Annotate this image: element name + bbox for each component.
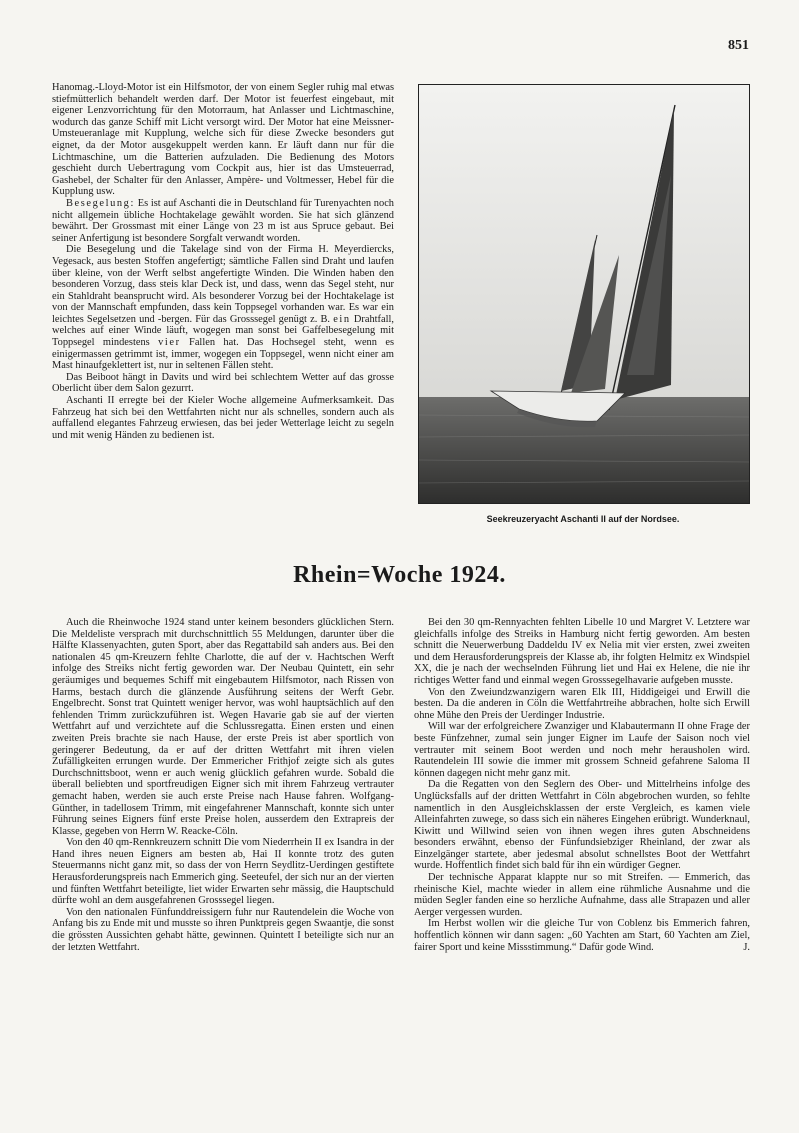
paragraph: Da die Regatten von den Seglern des Ober- und Mittelrheins infolge des Unglücksfalls auf der dritten Wettfahrt in Cöln abgebrochen wurden, so fehlte namentlich in den Ausgleichsklassen der erste Vergleich, es kamen viele Alleinfahrten zuwege, so dass sich ein näheres Eingehen erübrigt. Wunderknaul, Kiwitt und Willwind seien von ihnen wegen ihres guten Abschneidens besonders erwähnt, ebenso der Fünfundsiebziger Rheinland, der zwar als Einzelgänger startete, aber jedesmal absolut schnellstes Boot der Wettfahrt wurde. Hoffentlich findet sich bald für ihn ein würdiger Gegner.	[414, 779, 750, 872]
paragraph-closing	[414, 918, 750, 953]
takelage-text-a: Die Besegelung und die Takelage sind von der Firma H. Meyerdiercks, Vegesack, aus besten Stoffen angefertigt; sämtliche Fallen sind Draht und laufen über kleine, von der Werft selbst angefertigte Winden. Die Winden haben den besonderen Vorzug, dass steis klar Deck ist, und dass, wenn das Segel steht, nur ein Stahldraht beansprucht wird. Als besonderer Vorzug bei der Hochtakelage ist von der Mannschaft empfunden, dass kein Toppsegel vorhanden war. Es war ein leichtes Segelsetzen und -bergen. Für das Grosssegel genügt z. B.	[52, 244, 394, 325]
emphasis-vier: vier	[158, 337, 181, 349]
yacht-photo	[418, 84, 750, 504]
paragraph-motor: Hanomag.-Lloyd-Motor ist ein Hilfsmotor, der von einem Segler ruhig mal etwas stiefmütterlich behandelt werden darf. Der Motor ist feuerfest eingebaut, mit eigener Lenzvorrichtung für den Motorraum, hat Anlasser und Lichtmaschine, wodurch das ganze Schiff mit Licht versorgt wird. Der Motor hat eine Meissner-Umsteueranlage mit Kupplung, welche sich für diese Zwecke besonders gut eignet, da der Motor ausgekuppelt werden kann. Er läuft dann nur für die Lichtmaschine, um die Batterien aufzuladen. Die Bedienung des Motors geschieht durch Uebertragung vom Cockpit aus, hier ist das Umsteuerrad, Gashebel, der Schalter für den Anlasser, Ampère- und Voltmesser, Hebel für die Kupplung usw.	[52, 82, 394, 198]
yacht-description-column	[52, 82, 394, 441]
besegelung-heading: Besegelung:	[66, 197, 135, 209]
paragraph-besegelung	[52, 198, 394, 244]
sailing-yacht-illustration	[419, 85, 749, 503]
paragraph: Der technische Apparat klappte nur so mit Streifen. — Emmerich, das rheinische Kiel, machte wieder in allem eine rühmliche Ausnahme und die müden Segler fanden eine so herzliche Aufnahme, dass alle Strapazen und aller Aerger vergessen wurden.	[414, 872, 750, 918]
page-number: 851	[728, 38, 749, 53]
paragraph: Bei den 30 qm-Rennyachten fehlten Libelle 10 und Margret V. Letztere war gleichfalls infolge des Streiks in Hamburg nicht fertig geworden. Am besten schnitt die Neuerwerbung Daddeldu IV ex Nelia mit vier ersten, zwei zweiten und dem Herausforderungspreis der Klasse ab, ihr folgten Helmitz ex Windspiel XX, die je nach der wechselnden Führung liet und Hai ex Helene, die nie ihr richtiges Wetter fand und einmal wegen Grosssegelhavarie aufgeben musste.	[414, 617, 750, 686]
paragraph: Von den 40 qm-Rennkreuzern schnitt Die vom Niederrhein II ex Isandra in der Hand ihres neuen Eigners am besten ab, Hai II konnte trotz des guten Steuermanns nicht ganz mit, so dass der von Herrn Seydlitz-Uerdingen gestiftete Herausforderungspreis nach Emmerich ging. Seeteufel, der sich nur an der vierten und fünften Wettfahrt beteiligte, liet wider Erwarten sehr mässig, die Hauptschuld dürfte wohl an dem ausgefahrenen Grosssegel liegen.	[52, 837, 394, 907]
paragraph-aschanti: Aschanti II erregte bei der Kieler Woche allgemeine Aufmerksamkeit. Das Fahrzeug hat sich bei den Wettfahrten nicht nur als schnelles, sondern auch als auffallend elegantes Fahrzeug erwiesen, das bei jeder Wetterlage leicht zu segeln und mit wenig Händen zu bedienen ist.	[52, 395, 394, 441]
paragraph: Auch die Rheinwoche 1924 stand unter keinem besonders glücklichen Stern. Die Meldeliste versprach mit durchschnittlich 55 Meldungen, darunter über die Hälfte Klassenyachten, guten Sport, aber das Regattabild sah anders aus. Bei den nationalen 45 qm-Kreuzern fehlte Charlotte, die auf der v. Hachtschen Werft infolge des Streiks nicht fertig geworden war. Der Neubau Quintett, ein sehr geräumiges und bequemes Schiff mit eingebautem Hilfsmotor, nach Rissen von Harms, bestach durch die glänzende Ausführung seitens der Werft Gebr. Engelbrecht. Sonst trat Quintett weniger hervor, was wohl hauptsächlich auf den fehlenden Trimm zurückzuführen ist. Wegen Havarie gab sie auf der vierten Wettfahrt auf und verzichtete auf die Schlussregatta. Einen ersten und einen zweiten Preis brachte sie nach Hause, der erste Preis ist aber sportlich von geringerer Bedeutung, da er auf der dritten Wettfahrt mit ihren vielen Zufälligkeiten errungen wurde. Der Emmericher Frithjof zeigte sich als gutes Durchschnittsboot, wenn er auch wenig glücklich gefahren wurde. Sobald die überall beliebten und sportfreudigen Eigner sich mit ihrem Fahrzeug vertrauter gemacht haben, werden sie auch erste Preise nach Hause fahren. Wolfgang-Günther, in tadellosem Trimm, mit eingefahrener Mannschaft, konnte sich unter Führung seines Eigners fünf erste Preise holen, ausserdem den Extrapreis der Klasse, gegeben von Herrn W. Reacke-Cöln.	[52, 617, 394, 837]
closing-text: Im Herbst wollen wir die gleiche Tur von Coblenz bis Emmerich fahren, hoffentlich können wir dann sagen: „60 Yachten am Start, 60 Yachten am Ziel, fairer Sport und keine Missstimmung.“ Dafür gode Wind.	[414, 918, 750, 953]
paragraph-beiboot: Das Beiboot hängt in Davits und wird bei schlechtem Wetter auf das grosse Oberlicht über dem Salon gezurrt.	[52, 371, 394, 395]
rheinwoche-left-column	[52, 617, 394, 953]
paragraph: Will war der erfolgreichere Zwanziger und Klabautermann II ohne Frage der beste Fünfzehner, zumal sein junger Eigner im Laufe der Saison noch viel vertrauter mit seinem Boot werden und noch mehr herausholen wird. Rautendelein III sowie die immer mit grossem Schneid gefahrene Saloma II können dagegen nicht mehr ganz mit.	[414, 721, 750, 779]
rheinwoche-right-column	[414, 617, 750, 953]
emphasis-ein: ein	[333, 313, 351, 325]
section-title: Rhein=Woche 1924.	[293, 562, 506, 588]
author-signature: J.	[743, 941, 750, 953]
paragraph: Von den nationalen Fünfunddreissigern fuhr nur Rautendelein die Woche von Anfang bis zu Ende mit und musste so ihren Punktpreis gegen Swaantje, die sonst die grössten Aussichten gehabt hätte, gewinnen. Quintett I beteiligte sich nur an der letzten Wettfahrt.	[52, 906, 394, 953]
paragraph: Von den Zweiundzwanzigern waren Elk III, Hiddigeigei und Erwill die besten. Da die anderen in Cöln die Wettfahrtreihe abbrachen, holte sich Erwill ohne Mühe den Preis der Uerdinger Industrie.	[414, 686, 750, 721]
photo-caption: Seekreuzeryacht Aschanti II auf der Nordsee.	[486, 514, 680, 524]
paragraph-takelage	[52, 244, 394, 372]
takelage-text-b: Drahtfall, welches auf einer Winde läuft, wogegen man sonst bei Gaffelbesegelung mit Toppsegel mindestens	[52, 313, 394, 349]
takelage-text-c: Fallen hat. Das Hochsegel steht, wenn es einigermassen getrimmt ist, immer, wogegen ein Toppsegel, wenn nicht einer am Mast hinaufgeklettert ist, nur in seltenen Fällen steht.	[52, 337, 394, 372]
besegelung-text: Es ist auf Aschanti die in Deutschland für Turenyachten noch nicht allgemein übliche Hochtakelage gewählt worden. Sie hat sich glänzend bewährt. Der Grossmast mit einer Länge von 23 m ist aus Spruce gebaut. Bei seiner Anfertigung ist besondere Sorgfalt verwandt worden.	[52, 197, 394, 244]
